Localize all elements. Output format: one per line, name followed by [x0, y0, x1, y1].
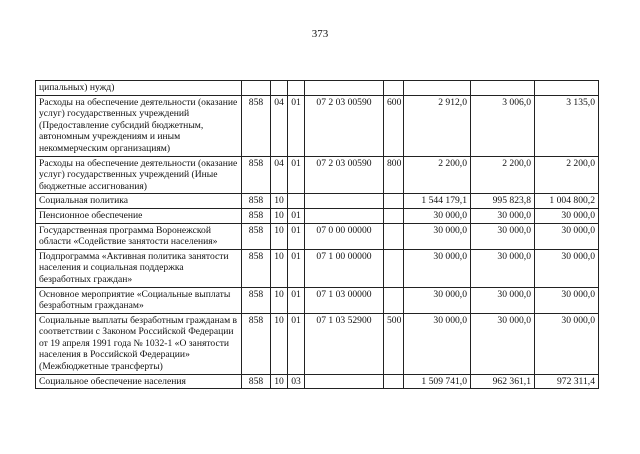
grbs-code-cell: 858 — [242, 95, 271, 156]
expense-type-cell: 500 — [384, 313, 404, 374]
section-code-cell: 04 — [271, 156, 288, 194]
table-row — [36, 313, 599, 374]
table-row — [36, 95, 599, 156]
amount-year1-cell: 2 200,0 — [404, 156, 471, 194]
grbs-code-cell: 858 — [242, 194, 271, 209]
grbs-code-cell: 858 — [242, 223, 271, 249]
target-article-cell — [305, 194, 384, 209]
expense-type-cell — [384, 208, 404, 223]
target-article-cell — [305, 81, 384, 96]
amount-year2-cell: 30 000,0 — [471, 208, 535, 223]
grbs-code-cell: 858 — [242, 156, 271, 194]
amount-year1-cell: 2 912,0 — [404, 95, 471, 156]
table-row — [36, 194, 599, 209]
amount-year3-cell: 972 311,4 — [535, 374, 599, 389]
table-row — [36, 208, 599, 223]
grbs-code-cell: 858 — [242, 249, 271, 287]
amount-year2-cell: 995 823,8 — [471, 194, 535, 209]
amount-year2-cell: 962 361,1 — [471, 374, 535, 389]
grbs-code-cell: 858 — [242, 287, 271, 313]
expense-type-cell: 800 — [384, 156, 404, 194]
amount-year1-cell: 1 544 179,1 — [404, 194, 471, 209]
row-name-cell: Расходы на обеспечение деятельности (оказание услуг) государственных учреждений (Иные бюджетные ассигнования) — [36, 156, 242, 194]
target-article-cell: 07 0 00 00000 — [305, 223, 384, 249]
target-article-cell: 07 1 03 00000 — [305, 287, 384, 313]
amount-year3-cell: 30 000,0 — [535, 287, 599, 313]
grbs-code-cell: 858 — [242, 374, 271, 389]
grbs-code-cell: 858 — [242, 208, 271, 223]
subsection-code-cell — [288, 81, 305, 96]
target-article-cell: 07 1 00 00000 — [305, 249, 384, 287]
row-name-cell: Социальная политика — [36, 194, 242, 209]
expense-type-cell: 600 — [384, 95, 404, 156]
subsection-code-cell — [288, 194, 305, 209]
target-article-cell — [305, 208, 384, 223]
section-code-cell: 10 — [271, 249, 288, 287]
section-code-cell: 10 — [271, 223, 288, 249]
amount-year1-cell: 30 000,0 — [404, 249, 471, 287]
budget-table — [35, 80, 599, 389]
amount-year1-cell: 1 509 741,0 — [404, 374, 471, 389]
page-number: 373 — [311, 28, 329, 40]
grbs-code-cell — [242, 81, 271, 96]
section-code-cell: 10 — [271, 313, 288, 374]
amount-year3-cell: 3 135,0 — [535, 95, 599, 156]
section-code-cell: 10 — [271, 194, 288, 209]
expense-type-cell — [384, 81, 404, 96]
amount-year1-cell: 30 000,0 — [404, 223, 471, 249]
amount-year3-cell: 30 000,0 — [535, 208, 599, 223]
section-code-cell: 10 — [271, 287, 288, 313]
expense-type-cell — [384, 194, 404, 209]
row-name-cell: Социальное обеспечение населения — [36, 374, 242, 389]
table-row — [36, 249, 599, 287]
amount-year3-cell: 30 000,0 — [535, 223, 599, 249]
amount-year3-cell: 1 004 800,2 — [535, 194, 599, 209]
amount-year2-cell: 30 000,0 — [471, 249, 535, 287]
amount-year2-cell: 30 000,0 — [471, 223, 535, 249]
table-row — [36, 156, 599, 194]
amount-year1-cell: 30 000,0 — [404, 287, 471, 313]
section-code-cell: 04 — [271, 95, 288, 156]
amount-year2-cell: 30 000,0 — [471, 287, 535, 313]
grbs-code-cell: 858 — [242, 313, 271, 374]
target-article-cell: 07 2 03 00590 — [305, 156, 384, 194]
subsection-code-cell: 01 — [288, 208, 305, 223]
amount-year2-cell: 2 200,0 — [471, 156, 535, 194]
row-name-cell: Пенсионное обеспечение — [36, 208, 242, 223]
subsection-code-cell: 01 — [288, 95, 305, 156]
row-name-cell: Социальные выплаты безработным гражданам в соответствии с Законом Российской Федерации от 19 апреля 1991 года № 1032-1 «О занятости населения в Российской Федерации» (Межбюджетные трансферты) — [36, 313, 242, 374]
amount-year1-cell: 30 000,0 — [404, 208, 471, 223]
expense-type-cell — [384, 287, 404, 313]
table-row — [36, 287, 599, 313]
amount-year3-cell: 2 200,0 — [535, 156, 599, 194]
subsection-code-cell: 03 — [288, 374, 305, 389]
amount-year2-cell — [471, 81, 535, 96]
subsection-code-cell: 01 — [288, 287, 305, 313]
row-name-cell: Основное мероприятие «Социальные выплаты безработным гражданам» — [36, 287, 242, 313]
row-name-cell: ципальных) нужд) — [36, 81, 242, 96]
row-name-cell: Подпрограмма «Активная политика занятости населения и социальная поддержка безработных граждан» — [36, 249, 242, 287]
target-article-cell: 07 1 03 52900 — [305, 313, 384, 374]
amount-year2-cell: 3 006,0 — [471, 95, 535, 156]
expense-type-cell — [384, 249, 404, 287]
amount-year3-cell: 30 000,0 — [535, 249, 599, 287]
subsection-code-cell: 01 — [288, 249, 305, 287]
subsection-code-cell: 01 — [288, 156, 305, 194]
amount-year3-cell: 30 000,0 — [535, 313, 599, 374]
table-row — [36, 223, 599, 249]
amount-year1-cell — [404, 81, 471, 96]
table-row — [36, 374, 599, 389]
expense-type-cell — [384, 374, 404, 389]
target-article-cell: 07 2 03 00590 — [305, 95, 384, 156]
section-code-cell: 10 — [271, 208, 288, 223]
amount-year1-cell: 30 000,0 — [404, 313, 471, 374]
row-name-cell: Расходы на обеспечение деятельности (оказание услуг) государственных учреждений (Предоставление субсидий бюджетным, автономным учреждениям и иным некоммерческим организациям) — [36, 95, 242, 156]
subsection-code-cell: 01 — [288, 313, 305, 374]
amount-year2-cell: 30 000,0 — [471, 313, 535, 374]
section-code-cell — [271, 81, 288, 96]
expense-type-cell — [384, 223, 404, 249]
subsection-code-cell: 01 — [288, 223, 305, 249]
section-code-cell: 10 — [271, 374, 288, 389]
row-name-cell: Государственная программа Воронежской области «Содействие занятости населения» — [36, 223, 242, 249]
amount-year3-cell — [535, 81, 599, 96]
table-row — [36, 81, 599, 96]
target-article-cell — [305, 374, 384, 389]
